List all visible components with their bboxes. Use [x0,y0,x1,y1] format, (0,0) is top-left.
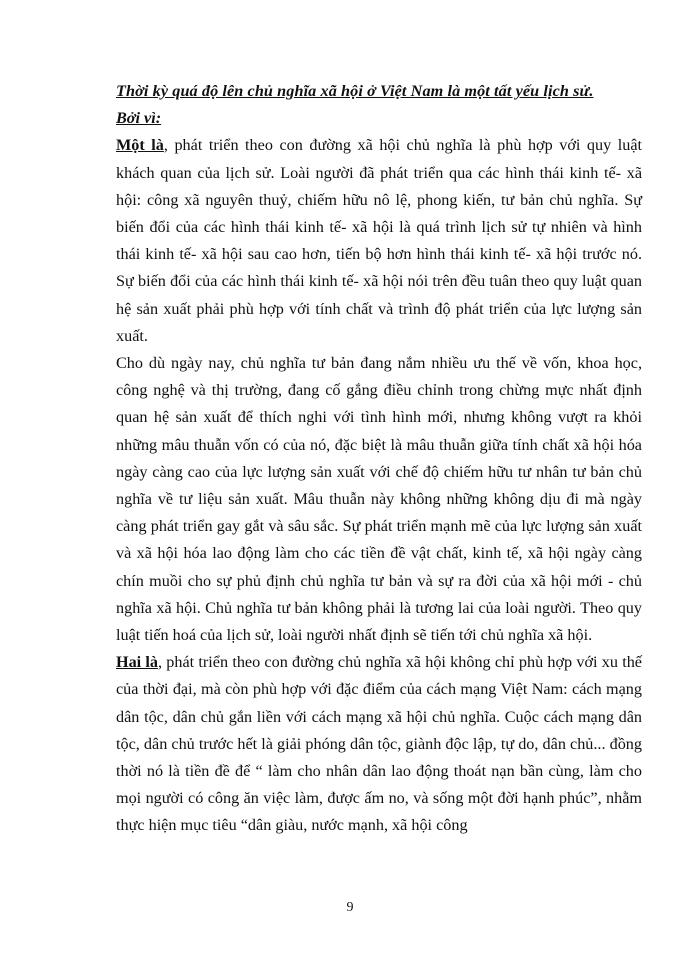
document-body [116,78,642,840]
section-subheading: Bởi vì: [116,109,162,128]
paragraph-two [116,350,642,649]
paragraph-two-text: Cho dù ngày nay, chủ nghĩa tư bản đang nắm nhiều ưu thế về vốn, khoa học, công nghệ và thị trường, đang cố gắng điều chỉnh trong chừng mực nhất định quan hệ sản xuất để thích nghi với tình hình mới, nhưng không vượt ra khỏi những mâu thuẫn vốn có của nó, đặc biệt là mâu thuẫn giữa tính chất xã hội hóa ngày càng cao của lực lượng sản xuất với chế độ chiếm hữu tư nhân tư bản chủ nghĩa về tư liệu sản xuất. Mâu thuẫn này không những không dịu đi mà ngày càng phát triển gay gắt và sâu sắc. Sự phát triển mạnh mẽ của lực lượng sản xuất và xã hội hóa lao động làm cho các tiền đề vật chất, kinh tế, xã hội ngày càng chín muồi cho sự phủ định chủ nghĩa tư bản và sự ra đời của xã hội mới - chủ nghĩa xã hội. Chủ nghĩa tư bản không phải là tương lai của loài người. Theo quy luật tiến hoá của lịch sử, loài người nhất định sẽ tiến tới chủ nghĩa xã hội. [116,354,642,645]
paragraph-three-lead: Hai là [116,653,159,672]
page-number: 9 [346,900,354,915]
document-title: Thời kỳ quá độ lên chủ nghĩa xã hội ở Việt Nam là một tất yếu lịch sử. [116,82,594,100]
paragraph-three [116,649,642,839]
paragraph-one [116,132,642,350]
paragraph-one-text: , phát triển theo con đường xã hội chủ nghĩa là phù hợp với quy luật khách quan của lịch sử. Loài người đã phát triển qua các hình thái kinh tế- xã hội: công xã nguyên thuỷ, chiếm hữu nô lệ, phong kiến, tư bản chủ nghĩa. Sự biến đổi của các hình thái kinh tế- xã hội là quá trình lịch sử tự nhiên và hình thái kinh tế- xã hội sau cao hơn, tiến bộ hơn hình thái kinh tế- xã hội trước nó. Sự biến đổi của các hình thái kinh tế- xã hội nói trên đều tuân theo quy luật quan hệ sản xuất phải phù hợp với tính chất và trình độ phát triển của lực lượng sản xuất. [116,136,642,345]
paragraph-three-text: , phát triển theo con đường chủ nghĩa xã hội không chỉ phù hợp với xu thế của thời đại, mà còn phù hợp với đặc điểm của cách mạng Việt Nam: cách mạng dân tộc, dân chủ gắn liền với cách mạng xã hội chủ nghĩa. Cuộc cách mạng dân tộc, dân chủ trước hết là giải phóng dân tộc, giành độc lập, tự do, dân chủ... đồng thời nó là tiền đề để “ làm cho nhân dân lao động thoát nạn bần cùng, làm cho mọi người có công ăn việc làm, được ấm no, và sống một đời hạnh phúc”, nhằm thực hiện mục tiêu “dân giàu, nước mạnh, xã hội công [116,653,642,835]
paragraph-one-lead: Một là [116,136,164,155]
